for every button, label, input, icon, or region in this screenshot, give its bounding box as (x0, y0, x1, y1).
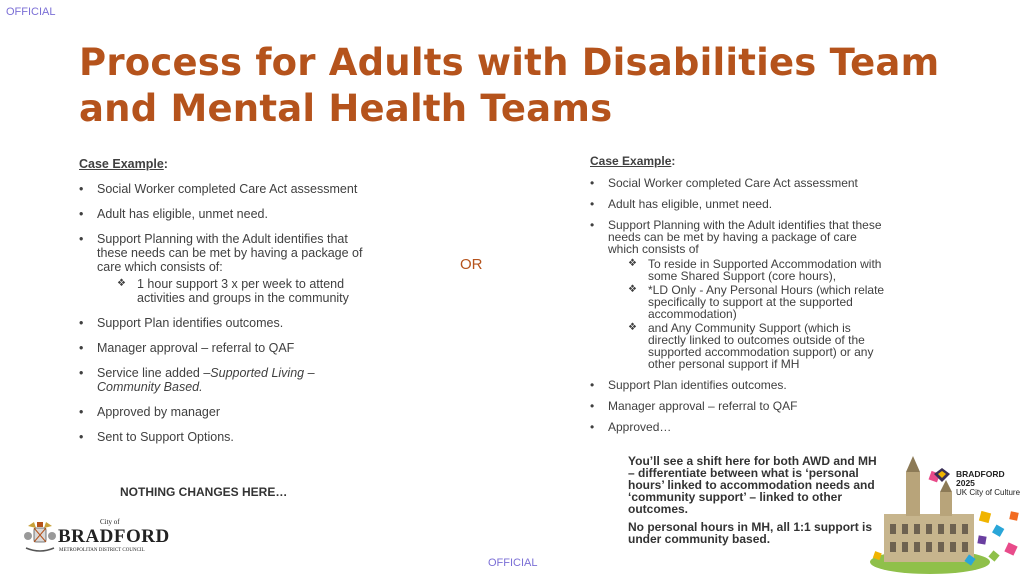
list-item: • Adult has eligible, unmet need. (590, 198, 890, 210)
service-line-prefix: Service line added – (97, 366, 211, 380)
right-case-example (590, 155, 890, 442)
list-item (79, 366, 379, 394)
page-title: Process for Adults with Disabilities Team and Mental Health Teams (79, 41, 940, 130)
left-bullet-list (79, 182, 379, 444)
bradford-2025-logo (956, 470, 1024, 497)
official-marking-bottom: OFFICIAL (488, 557, 538, 569)
case-example-heading-right (590, 155, 890, 167)
coat-of-arms-icon (22, 518, 58, 556)
shift-note (628, 455, 878, 551)
official-marking-top: OFFICIAL (6, 6, 56, 18)
bradford-2025-title: BRADFORD 2025 (956, 469, 1005, 488)
list-item: • Approved… (590, 421, 890, 433)
left-sub-list (97, 277, 379, 305)
case-example-heading-left (79, 157, 379, 171)
bradford-2025-subtitle: UK City of Culture (956, 488, 1021, 497)
case-example-colon: : (163, 157, 168, 171)
shift-note-mh: No personal hours in MH, all 1:1 support is under community based. (628, 520, 873, 546)
nothing-changes-note: NOTHING CHANGES HERE… (120, 485, 288, 499)
case-example-colon: : (671, 154, 676, 168)
sub-list-item: ❖ and Any Community Support (which is directly linked to outcomes outside of the supported accommodation support) or any other personal support if MH (628, 322, 890, 370)
list-item: • Adult has eligible, unmet need. (79, 207, 379, 221)
list-item: • Approved by manager (79, 405, 379, 419)
list-item (590, 219, 890, 370)
logo-subtitle: METROPOLITAN DISTRICT COUNCIL (59, 548, 145, 553)
list-item: • Support Plan identifies outcomes. (590, 379, 890, 391)
case-example-label: Case Example (79, 157, 164, 171)
list-item: • Manager approval – referral to QAF (590, 400, 890, 412)
right-bullet-list (590, 177, 890, 433)
case-example-label: Case Example (590, 154, 672, 168)
list-item: • Manager approval – referral to QAF (79, 341, 379, 355)
left-case-example (79, 157, 379, 455)
list-item: • Social Worker completed Care Act assessment (79, 182, 379, 196)
list-item (79, 232, 379, 305)
list-item-text: Support Planning with the Adult identifies that these needs can be met by having a package of care which consists of (608, 218, 882, 256)
shift-note-personal-hours: You’ll see a shift here for both AWD and MH – differentiate between what is ‘personal hours’ linked to accommodation needs and ‘community support’ – linked to other outcomes. (628, 454, 877, 516)
list-item: • Support Plan identifies outcomes. (79, 316, 379, 330)
list-item: • Social Worker completed Care Act assessment (590, 177, 890, 189)
logo-bradford: BRADFORD (58, 526, 170, 547)
or-label: OR (460, 256, 483, 273)
right-sub-list (608, 258, 890, 370)
service-line-italic: Supported Living – Community Based. (97, 366, 315, 394)
sub-list-item: ❖ 1 hour support 3 x per week to attend activities and groups in the community (117, 277, 379, 305)
sub-list-item: ❖ *LD Only - Any Personal Hours (which relate specifically to support at the supported accommodation) (628, 284, 890, 320)
list-item: • Sent to Support Options. (79, 430, 379, 444)
sub-list-item: ❖ To reside in Supported Accommodation with some Shared Support (core hours), (628, 258, 890, 282)
list-item-text: Support Planning with the Adult identifies that these needs can be met by having a package of care which consists of: (97, 232, 363, 274)
bradford-council-logo (22, 518, 170, 558)
logo-city-of: City of (100, 518, 120, 526)
